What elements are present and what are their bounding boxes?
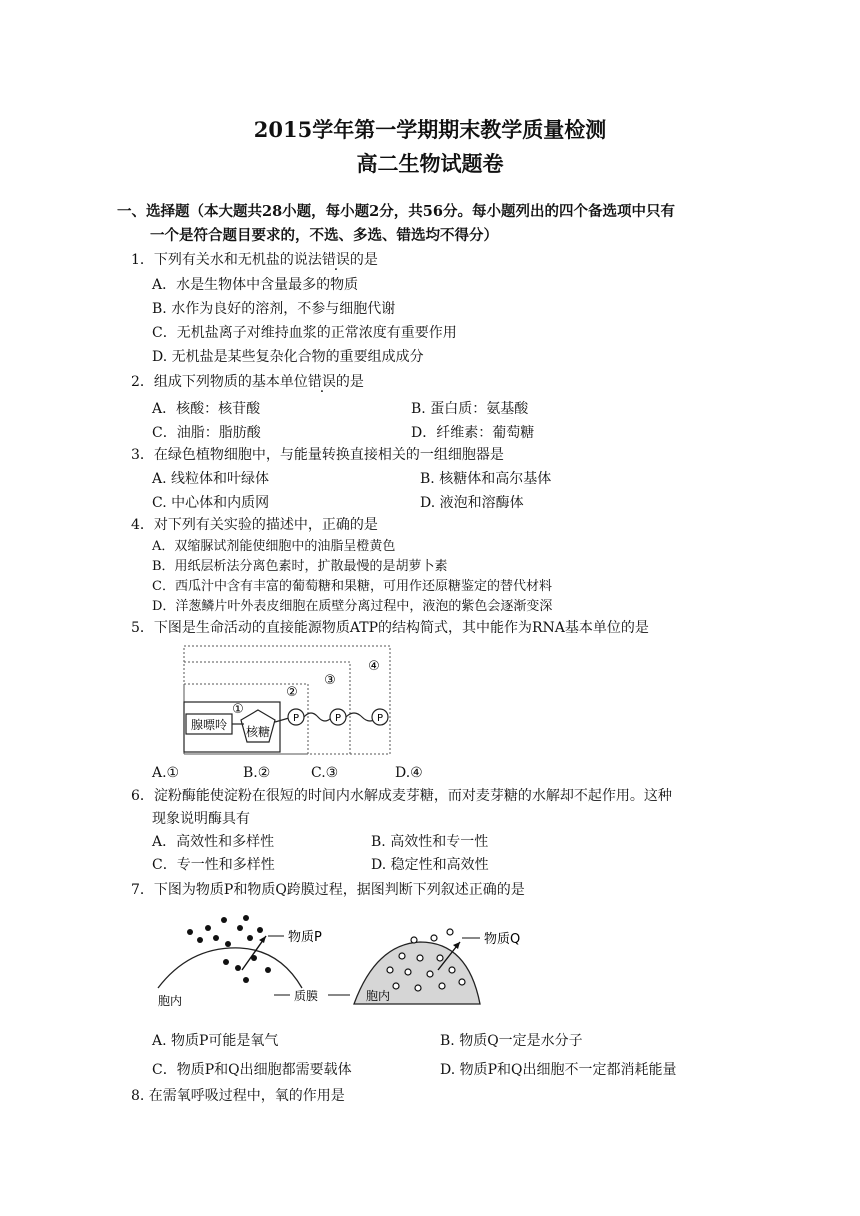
q7-option-d: D. 物质P和Q出细胞不一定都消耗能量 bbox=[440, 1062, 677, 1078]
question-5-stem: 5．下图是生命活动的直接能源物质ATP的结构简式，其中能作为RNA基本单位的是 bbox=[131, 620, 649, 636]
exam-subtitle: 高二生物试题卷 bbox=[356, 151, 504, 176]
q1-option-c: C．无机盐离子对维持血浆的正常浓度有重要作用 bbox=[152, 325, 457, 341]
question-8-stem: 8. 在需氧呼吸过程中，氧的作用是 bbox=[131, 1088, 345, 1104]
q2-option-b: B. 蛋白质：氨基酸 bbox=[411, 401, 529, 417]
q2-stem-c: 的是 bbox=[335, 374, 364, 390]
q2-emphasis: 错误 bbox=[307, 374, 336, 390]
label-substance-q: 物质Q bbox=[484, 932, 521, 947]
adenine-label: 腺嘌呤 bbox=[190, 718, 228, 732]
membrane-transport-figure bbox=[150, 908, 550, 1008]
marker-1: ① bbox=[232, 702, 244, 717]
q6-option-a: A．高效性和多样性 bbox=[152, 834, 275, 850]
q6-option-c: C．专一性和多样性 bbox=[152, 857, 275, 873]
q3-option-b: B. 核糖体和高尔基体 bbox=[420, 471, 552, 487]
q7-option-c: C．物质P和Q出细胞都需要载体 bbox=[152, 1062, 352, 1078]
label-substance-p: 物质P bbox=[288, 930, 322, 945]
label-inside-left: 胞内 bbox=[158, 994, 183, 1008]
q5-option-c: C.③ bbox=[311, 765, 339, 781]
q4-option-c: C．西瓜汁中含有丰富的葡萄糖和果糖，可用作还原糖鉴定的替代材料 bbox=[152, 579, 552, 594]
q7-option-a: A. 物质P可能是氧气 bbox=[152, 1033, 279, 1049]
question-6-stem: 6．淀粉酶能使淀粉在很短的时间内水解成麦芽糖，而对麦芽糖的水解却不起作用。这种 bbox=[131, 788, 672, 804]
q2-option-c: C．油脂：脂肪酸 bbox=[152, 425, 261, 441]
q3-option-d: D. 液泡和溶酶体 bbox=[420, 495, 524, 511]
q1-option-d: D. 无机盐是某些复杂化合物的重要组成成分 bbox=[152, 349, 424, 365]
marker-2: ② bbox=[286, 685, 298, 700]
q2-option-a: A．核酸：核苷酸 bbox=[152, 401, 261, 417]
q2-option-d: D．纤维素：葡萄糖 bbox=[411, 425, 535, 441]
atp-structure-figure bbox=[178, 640, 398, 760]
question-2-stem bbox=[131, 373, 364, 391]
question-7-stem: 7．下图为物质P和物质Q跨膜过程，据图判断下列叙述正确的是 bbox=[131, 882, 525, 898]
section-heading-cont: 一个是符合题目要求的，不选、多选、错选均不得分） bbox=[150, 227, 498, 244]
arrow-p-head bbox=[259, 936, 266, 943]
q1-option-a: A．水是生物体中含量最多的物质 bbox=[152, 277, 359, 293]
q1-option-b: B. 水作为良好的溶剂，不参与细胞代谢 bbox=[152, 301, 396, 317]
q3-option-c: C. 中心体和内质网 bbox=[152, 495, 270, 511]
label-membrane: 质膜 bbox=[294, 989, 319, 1003]
q7-option-b: B. 物质Q一定是水分子 bbox=[440, 1033, 583, 1049]
marker-3: ③ bbox=[324, 673, 336, 688]
q4-option-a: A．双缩脲试剂能使细胞中的油脂呈橙黄色 bbox=[152, 539, 396, 554]
q1-stem-c: 的是 bbox=[349, 252, 378, 268]
ribose-label: 核糖 bbox=[245, 725, 271, 739]
question-1-stem bbox=[131, 251, 378, 269]
q6-option-b: B. 高效性和专一性 bbox=[371, 834, 489, 850]
phosphate-label: P bbox=[376, 713, 384, 724]
phosphate-label: P bbox=[334, 713, 342, 724]
q1-stem-a: 1．下列有关水和无机盐的说法 bbox=[131, 252, 322, 268]
q5-option-d: D.④ bbox=[395, 765, 423, 781]
phosphate-label: P bbox=[292, 713, 300, 724]
question-3-stem: 3．在绿色植物细胞中，与能量转换直接相关的一组细胞器是 bbox=[131, 447, 504, 463]
q6-option-d: D. 稳定性和高效性 bbox=[371, 857, 489, 873]
substance-p-particles bbox=[187, 915, 271, 983]
label-inside-right: 胞内 bbox=[366, 989, 391, 1003]
q5-option-a: A.① bbox=[152, 765, 180, 781]
bond-line bbox=[275, 718, 289, 722]
q1-emphasis: 错误 bbox=[321, 252, 350, 268]
left-membrane bbox=[158, 948, 302, 988]
q5-option-b: B.② bbox=[243, 765, 271, 781]
q3-option-a: A. 线粒体和叶绿体 bbox=[152, 471, 270, 487]
arrow-q-head bbox=[453, 942, 460, 949]
q4-option-d: D．洋葱鳞片叶外表皮细胞在质壁分离过程中，液泡的紫色会逐渐变深 bbox=[152, 599, 553, 614]
q2-stem-a: 2．组成下列物质的基本单位 bbox=[131, 374, 308, 390]
marker-4: ④ bbox=[368, 659, 380, 674]
section-heading: 一、选择题（本大题共28小题，每小题2分，共56分。每小题列出的四个备选项中只有 bbox=[117, 203, 675, 220]
q4-option-b: B．用纸层析法分离色素时，扩散最慢的是胡萝卜素 bbox=[152, 559, 448, 574]
question-4-stem: 4．对下列有关实验的描述中，正确的是 bbox=[131, 517, 378, 533]
question-6-stem-cont: 现象说明酶具有 bbox=[152, 811, 250, 827]
exam-title: 2015学年第一学期期末教学质量检测 bbox=[253, 117, 607, 142]
box-4 bbox=[184, 646, 390, 754]
